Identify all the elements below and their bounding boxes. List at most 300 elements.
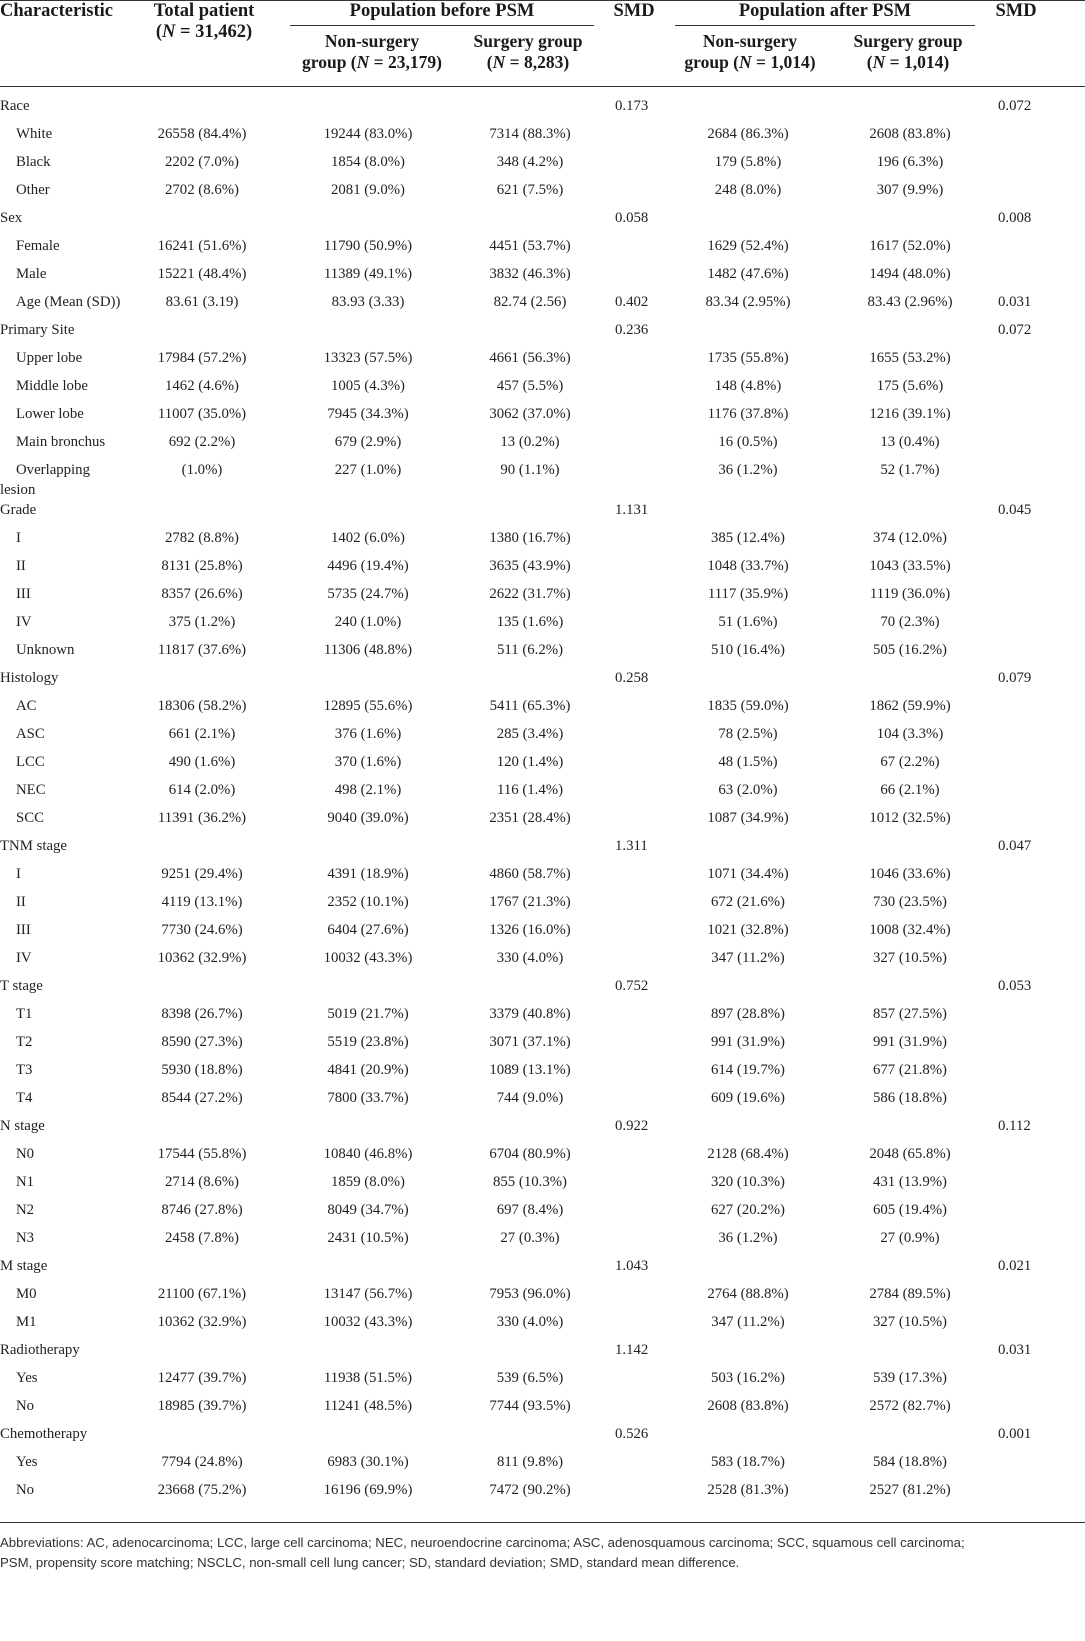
cell-b-surg: 3062 (37.0%) [489,406,571,422]
cell-a-non: 2608 (83.8%) [707,1398,789,1414]
text: group ( [302,52,357,72]
cell-a-surg: 431 (13.9%) [873,1174,947,1190]
cell-a-non: 385 (12.4%) [711,530,785,546]
text: ( [486,52,493,72]
cell-b-surg: 13 (0.2%) [500,434,560,450]
cell-b-non: 498 (2.1%) [334,782,402,798]
cell-a-non: 614 (19.7%) [711,1062,785,1078]
cell-b-non: 10032 (43.3%) [323,1314,413,1330]
text: = 1,014) [751,52,816,72]
cell-a-surg: 1012 (32.5%) [869,810,951,826]
row-label: IV [16,950,32,966]
text: = 8,283) [505,52,570,72]
smd-before-value: 1.043 [615,1258,649,1274]
cell-b-surg: 285 (3.4%) [496,726,564,742]
cell-a-non: 583 (18.7%) [711,1454,785,1470]
cell-a-surg: 13 (0.4%) [880,434,940,450]
cell-a-surg: 2572 (82.7%) [869,1398,951,1414]
cell-b-surg: 744 (9.0%) [496,1090,564,1106]
row-label: Unknown [16,642,75,658]
header-after-nonsurgery [670,31,830,73]
cell-b-surg: 621 (7.5%) [496,182,564,198]
bottom-rule [0,1522,1085,1523]
cell-total: 2782 (8.8%) [165,530,239,546]
cell-b-surg: 7744 (93.5%) [489,1398,571,1414]
row-label: Other [16,182,50,198]
smd-after-value: 0.031 [998,294,1032,310]
footnote [0,1533,1080,1573]
text: group ( [684,52,740,72]
before-psm-rule [290,25,594,26]
cell-a-non: 503 (16.2%) [711,1370,785,1386]
cell-total: 8746 (27.8%) [161,1202,243,1218]
cell-a-non: 2684 (86.3%) [707,126,789,142]
cell-total: 12477 (39.7%) [157,1370,247,1386]
header-before-nonsurgery-line2 [292,52,452,73]
row-label: No [16,1482,35,1498]
cell-b-non: 1402 (6.0%) [331,530,405,546]
cell-b-non: 10840 (46.8%) [323,1146,413,1162]
header-before-psm: Population before PSM [349,1,535,21]
cell-a-non: 627 (20.2%) [711,1202,785,1218]
row-label: Upper lobe [16,350,83,366]
cell-b-non: 83.93 (3.33) [331,294,405,310]
cell-b-surg: 1326 (16.0%) [489,922,571,938]
cell-b-non: 11389 (49.1%) [323,266,413,282]
cell-a-surg: 857 (27.5%) [873,1006,947,1022]
cell-b-surg: 1767 (21.3%) [489,894,571,910]
row-label: Lower lobe [16,406,84,422]
cell-b-surg: 855 (10.3%) [493,1174,567,1190]
cell-a-non: 1087 (34.9%) [707,810,789,826]
cell-b-surg: 6704 (80.9%) [489,1146,571,1162]
cell-b-surg: 7472 (90.2%) [489,1482,571,1498]
cell-a-surg: 327 (10.5%) [873,1314,947,1330]
cell-b-non: 5735 (24.7%) [327,586,409,602]
cell-b-non: 6404 (27.6%) [327,922,409,938]
smd-after-value: 0.112 [998,1118,1031,1134]
cell-b-non: 679 (2.9%) [334,434,402,450]
cell-a-non: 1835 (59.0%) [707,698,789,714]
header-after-nonsurgery-line2 [670,52,830,73]
cell-total: 10362 (32.9%) [157,950,247,966]
header-total-n-italic: N [161,22,176,42]
smd-before-value: 0.236 [615,322,649,338]
cell-total: 11817 (37.6%) [157,642,247,658]
row-label: IV [16,614,32,630]
smd-before-value: 0.058 [615,210,649,226]
smd-after-value: 0.072 [998,322,1032,338]
cell-total: 26558 (84.4%) [157,126,247,142]
cell-a-surg: 1617 (52.0%) [869,238,951,254]
row-label: Main bronchus [16,434,106,450]
header-before-surgery-line1: Surgery group [473,31,583,51]
text: N [356,52,370,72]
cell-a-non: 347 (11.2%) [711,950,785,966]
cell-a-surg: 175 (5.6%) [876,378,944,394]
row-label: Male [16,266,47,282]
cell-b-non: 11306 (48.8%) [323,642,413,658]
row-label: I [16,530,21,546]
cell-a-non: 48 (1.5%) [718,754,778,770]
cell-a-surg: 83.43 (2.96%) [867,294,953,310]
smd-after-value: 0.021 [998,1258,1032,1274]
row-label: T1 [16,1006,33,1022]
cell-a-surg: 1119 (36.0%) [869,586,951,602]
cell-a-surg: 1494 (48.0%) [869,266,951,282]
cell-b-surg: 120 (1.4%) [496,754,564,770]
cell-total: 18985 (39.7%) [157,1398,247,1414]
row-label: NEC [16,782,46,798]
smd-before-value: 0.922 [615,1118,649,1134]
cell-a-non: 2764 (88.8%) [707,1286,789,1302]
cell-b-surg: 7953 (96.0%) [489,1286,571,1302]
cell-b-surg: 4860 (58.7%) [489,866,571,882]
cell-total: 2702 (8.6%) [165,182,239,198]
cell-b-non: 240 (1.0%) [334,614,402,630]
smd-before-value: 1.131 [615,502,649,518]
row-label: II [16,894,26,910]
cell-b-non: 6983 (30.1%) [327,1454,409,1470]
cell-a-non: 1048 (33.7%) [707,558,789,574]
cell-a-non: 347 (11.2%) [711,1314,785,1330]
cell-b-surg: 2351 (28.4%) [489,810,571,826]
smd-after-value: 0.008 [998,210,1032,226]
cell-a-non: 1735 (55.8%) [707,350,789,366]
cell-total: 23668 (75.2%) [157,1482,247,1498]
cell-a-non: 63 (2.0%) [718,782,778,798]
category-label: Radiotherapy [0,1342,80,1358]
cell-a-surg: 2784 (89.5%) [869,1286,951,1302]
cell-a-non: 1482 (47.6%) [707,266,789,282]
row-label: ASC [16,726,45,742]
cell-total: 8590 (27.3%) [161,1034,243,1050]
header-total-n [148,21,260,43]
cell-a-surg: 2048 (65.8%) [869,1146,951,1162]
cell-a-surg: 1043 (33.5%) [869,558,951,574]
cell-a-non: 991 (31.9%) [711,1034,785,1050]
cell-a-non: 510 (16.4%) [711,642,785,658]
cell-total: 2202 (7.0%) [165,154,239,170]
header-smd-before: SMD [613,1,655,21]
cell-b-non: 2431 (10.5%) [327,1230,409,1246]
row-label: N3 [16,1230,35,1246]
header-before-surgery [458,31,598,73]
header-smd-after: SMD [995,1,1037,21]
cell-a-non: 148 (4.8%) [714,378,782,394]
cell-total: 661 (2.1%) [168,726,236,742]
cell-total: 17984 (57.2%) [157,350,247,366]
cell-a-surg: 586 (18.8%) [873,1090,947,1106]
row-label: AC [16,698,37,714]
header-after-surgery-line2 [838,52,978,73]
cell-total: 11391 (36.2%) [157,810,247,826]
header-after-nonsurgery-line1: Non-surgery [702,31,798,51]
category-label: Sex [0,210,23,226]
cell-b-surg: 4661 (56.3%) [489,350,571,366]
category-label: Grade [0,502,37,518]
cell-b-non: 13147 (56.7%) [323,1286,413,1302]
header-before-nonsurgery [292,31,452,73]
cell-total: 17544 (55.8%) [157,1146,247,1162]
cell-b-surg: 3379 (40.8%) [489,1006,571,1022]
cell-total: (1.0%) [181,462,223,478]
smd-after-value: 0.072 [998,98,1032,114]
smd-before-value: 0.526 [615,1426,649,1442]
row-label: N1 [16,1174,35,1190]
cell-a-surg: 27 (0.9%) [880,1230,940,1246]
cell-a-surg: 1046 (33.6%) [869,866,951,882]
cell-a-surg: 677 (21.8%) [873,1062,947,1078]
cell-a-non: 1021 (32.8%) [707,922,789,938]
smd-before-value: 0.402 [615,294,649,310]
cell-a-surg: 1655 (53.2%) [869,350,951,366]
cell-b-non: 1005 (4.3%) [331,378,405,394]
cell-a-surg: 70 (2.3%) [880,614,940,630]
cell-b-non: 5019 (21.7%) [327,1006,409,1022]
cell-b-non: 10032 (43.3%) [323,950,413,966]
cell-b-surg: 697 (8.4%) [496,1202,564,1218]
cell-a-non: 83.34 (2.95%) [705,294,791,310]
header-before-surgery-line2 [458,52,598,73]
cell-a-non: 1629 (52.4%) [707,238,789,254]
cell-total: 692 (2.2%) [168,434,236,450]
cell-a-non: 1176 (37.8%) [707,406,789,422]
cell-b-non: 370 (1.6%) [334,754,402,770]
cell-b-non: 19244 (83.0%) [323,126,413,142]
cell-b-non: 11241 (48.5%) [323,1398,413,1414]
cell-total: 8131 (25.8%) [161,558,243,574]
row-label-continued: lesion [0,482,36,498]
header-bottom-rule [0,86,1085,87]
row-label: Female [16,238,60,254]
cell-total: 83.61 (3.19) [165,294,239,310]
cell-a-non: 51 (1.6%) [718,614,778,630]
cell-b-surg: 135 (1.6%) [496,614,564,630]
cell-b-surg: 3635 (43.9%) [489,558,571,574]
cell-b-non: 5519 (23.8%) [327,1034,409,1050]
category-label: Race [0,98,30,114]
header-after-psm: Population after PSM [738,1,912,21]
row-label: T3 [16,1062,33,1078]
cell-a-surg: 2608 (83.8%) [869,126,951,142]
smd-after-value: 0.031 [998,1342,1032,1358]
cell-b-non: 13323 (57.5%) [323,350,413,366]
header-total-n-rest: = 31,462) [175,22,253,42]
cell-a-non: 320 (10.3%) [711,1174,785,1190]
cell-b-surg: 348 (4.2%) [496,154,564,170]
row-label: T2 [16,1034,33,1050]
cell-b-surg: 330 (4.0%) [496,950,564,966]
row-label: LCC [16,754,45,770]
cell-a-non: 897 (28.8%) [711,1006,785,1022]
header-characteristic: Characteristic [0,1,114,21]
cell-b-non: 2081 (9.0%) [331,182,405,198]
cell-b-non: 4841 (20.9%) [327,1062,409,1078]
cell-total: 1462 (4.6%) [165,378,239,394]
cell-a-non: 1071 (34.4%) [707,866,789,882]
cell-a-surg: 505 (16.2%) [873,642,947,658]
smd-after-value: 0.001 [998,1426,1032,1442]
cell-b-non: 2352 (10.1%) [327,894,409,910]
text: = 23,179) [369,52,442,72]
cell-a-surg: 196 (6.3%) [876,154,944,170]
cell-b-surg: 116 (1.4%) [496,782,564,798]
cell-b-surg: 1089 (13.1%) [489,1062,571,1078]
category-label: Primary Site [0,322,75,338]
cell-total: 9251 (29.4%) [161,866,243,882]
cell-a-non: 248 (8.0%) [714,182,782,198]
cell-a-surg: 1008 (32.4%) [869,922,951,938]
row-label: T4 [16,1090,33,1106]
row-label: N0 [16,1146,35,1162]
cell-b-surg: 5411 (65.3%) [489,698,571,714]
header-after-surgery [838,31,978,73]
cell-a-surg: 327 (10.5%) [873,950,947,966]
smd-after-value: 0.045 [998,502,1032,518]
smd-after-value: 0.053 [998,978,1032,994]
text: N [739,52,752,72]
cell-b-surg: 511 (6.2%) [496,642,564,658]
cell-a-surg: 67 (2.2%) [880,754,940,770]
cell-b-non: 376 (1.6%) [334,726,402,742]
cell-a-non: 2128 (68.4%) [707,1146,789,1162]
category-label: M stage [0,1258,48,1274]
cell-b-surg: 3071 (37.1%) [489,1034,571,1050]
row-label: Middle lobe [16,378,88,394]
cell-a-surg: 539 (17.3%) [873,1370,947,1386]
smd-before-value: 0.173 [615,98,649,114]
row-label: SCC [16,810,44,826]
cell-a-surg: 605 (19.4%) [873,1202,947,1218]
header-total-n-prefix: ( [155,22,162,42]
cell-b-non: 8049 (34.7%) [327,1202,409,1218]
category-label: TNM stage [0,838,67,854]
header-total-patient [148,0,260,22]
cell-a-non: 16 (0.5%) [718,434,778,450]
cell-b-non: 7945 (34.3%) [327,406,409,422]
cell-b-non: 12895 (55.6%) [323,698,413,714]
smd-before-value: 1.311 [615,838,648,854]
cell-total: 11007 (35.0%) [157,406,247,422]
cell-a-non: 78 (2.5%) [718,726,778,742]
cell-b-surg: 457 (5.5%) [496,378,564,394]
cell-a-non: 36 (1.2%) [718,1230,778,1246]
after-psm-rule [675,25,975,26]
row-label: Yes [16,1370,38,1386]
cell-total: 375 (1.2%) [168,614,236,630]
row-label: M1 [16,1314,37,1330]
row-label: Overlapping [16,462,90,478]
cell-total: 490 (1.6%) [168,754,236,770]
cell-b-non: 1854 (8.0%) [331,154,405,170]
header-total-line1: Total patient [153,1,255,21]
cell-total: 15221 (48.4%) [157,266,247,282]
cell-a-surg: 991 (31.9%) [873,1034,947,1050]
cell-b-non: 1859 (8.0%) [331,1174,405,1190]
cell-total: 16241 (51.6%) [157,238,247,254]
row-label: III [16,922,31,938]
header-after-surgery-line1: Surgery group [853,31,963,51]
cell-b-surg: 811 (9.8%) [496,1454,564,1470]
cell-b-surg: 90 (1.1%) [500,462,560,478]
smd-before-value: 0.258 [615,670,649,686]
category-label: T stage [0,978,43,994]
cell-b-non: 9040 (39.0%) [327,810,409,826]
cell-b-surg: 539 (6.5%) [496,1370,564,1386]
cell-a-non: 1117 (35.9%) [707,586,789,602]
row-label: Yes [16,1454,38,1470]
row-label: White [16,126,53,142]
cell-total: 21100 (67.1%) [157,1286,247,1302]
category-label: N stage [0,1118,45,1134]
cell-total: 8357 (26.6%) [161,586,243,602]
cell-b-surg: 330 (4.0%) [496,1314,564,1330]
cell-total: 7794 (24.8%) [161,1454,243,1470]
cell-a-non: 179 (5.8%) [714,154,782,170]
cell-a-surg: 307 (9.9%) [876,182,944,198]
cell-total: 8398 (26.7%) [161,1006,243,1022]
cell-b-surg: 2622 (31.7%) [489,586,571,602]
cell-b-surg: 82.74 (2.56) [493,294,567,310]
cell-a-non: 609 (19.6%) [711,1090,785,1106]
cell-total: 4119 (13.1%) [161,894,243,910]
cell-a-surg: 374 (12.0%) [873,530,947,546]
cell-total: 5930 (18.8%) [161,1062,243,1078]
cell-a-surg: 66 (2.1%) [880,782,940,798]
category-label: Chemotherapy [0,1426,88,1442]
cell-a-non: 36 (1.2%) [718,462,778,478]
cell-b-non: 11938 (51.5%) [323,1370,413,1386]
cell-b-non: 11790 (50.9%) [323,238,413,254]
row-label: No [16,1398,35,1414]
row-label: M0 [16,1286,37,1302]
cell-a-non: 672 (21.6%) [711,894,785,910]
cell-b-surg: 7314 (88.3%) [489,126,571,142]
smd-before-value: 0.752 [615,978,649,994]
cell-total: 2458 (7.8%) [165,1230,239,1246]
cell-total: 2714 (8.6%) [165,1174,239,1190]
cell-total: 614 (2.0%) [168,782,236,798]
text: ( [866,52,873,72]
cell-total: 18306 (58.2%) [157,698,247,714]
cell-a-surg: 730 (23.5%) [873,894,947,910]
cell-b-non: 4496 (19.4%) [327,558,409,574]
cell-b-surg: 3832 (46.3%) [489,266,571,282]
smd-after-value: 0.079 [998,670,1032,686]
cell-b-surg: 1380 (16.7%) [489,530,571,546]
footnote-line1: Abbreviations: AC, adenocarcinoma; LCC, large cell carcinoma; NEC, neuroendocrine carcinoma; ASC, adenosquamous carcinoma; SCC, squamous cell carcinoma; [0,1535,965,1550]
cell-b-non: 16196 (69.9%) [323,1482,413,1498]
smd-before-value: 1.142 [615,1342,649,1358]
text: = 1,014) [885,52,950,72]
text: N [872,52,886,72]
cell-a-surg: 1862 (59.9%) [869,698,951,714]
text: N [492,52,506,72]
cell-b-non: 7800 (33.7%) [327,1090,409,1106]
cell-a-surg: 2527 (81.2%) [869,1482,951,1498]
cell-a-surg: 1216 (39.1%) [869,406,951,422]
cell-a-surg: 52 (1.7%) [880,462,940,478]
row-label: N2 [16,1202,35,1218]
cell-total: 8544 (27.2%) [161,1090,243,1106]
smd-after-value: 0.047 [998,838,1032,854]
cell-b-non: 4391 (18.9%) [327,866,409,882]
cell-a-surg: 104 (3.3%) [876,726,944,742]
footnote-line2: PSM, propensity score matching; NSCLC, non-small cell lung cancer; SD, standard deviation; SMD, standard mean difference. [0,1555,740,1570]
row-label: I [16,866,21,882]
header-before-nonsurgery-line1: Non-surgery [324,31,420,51]
